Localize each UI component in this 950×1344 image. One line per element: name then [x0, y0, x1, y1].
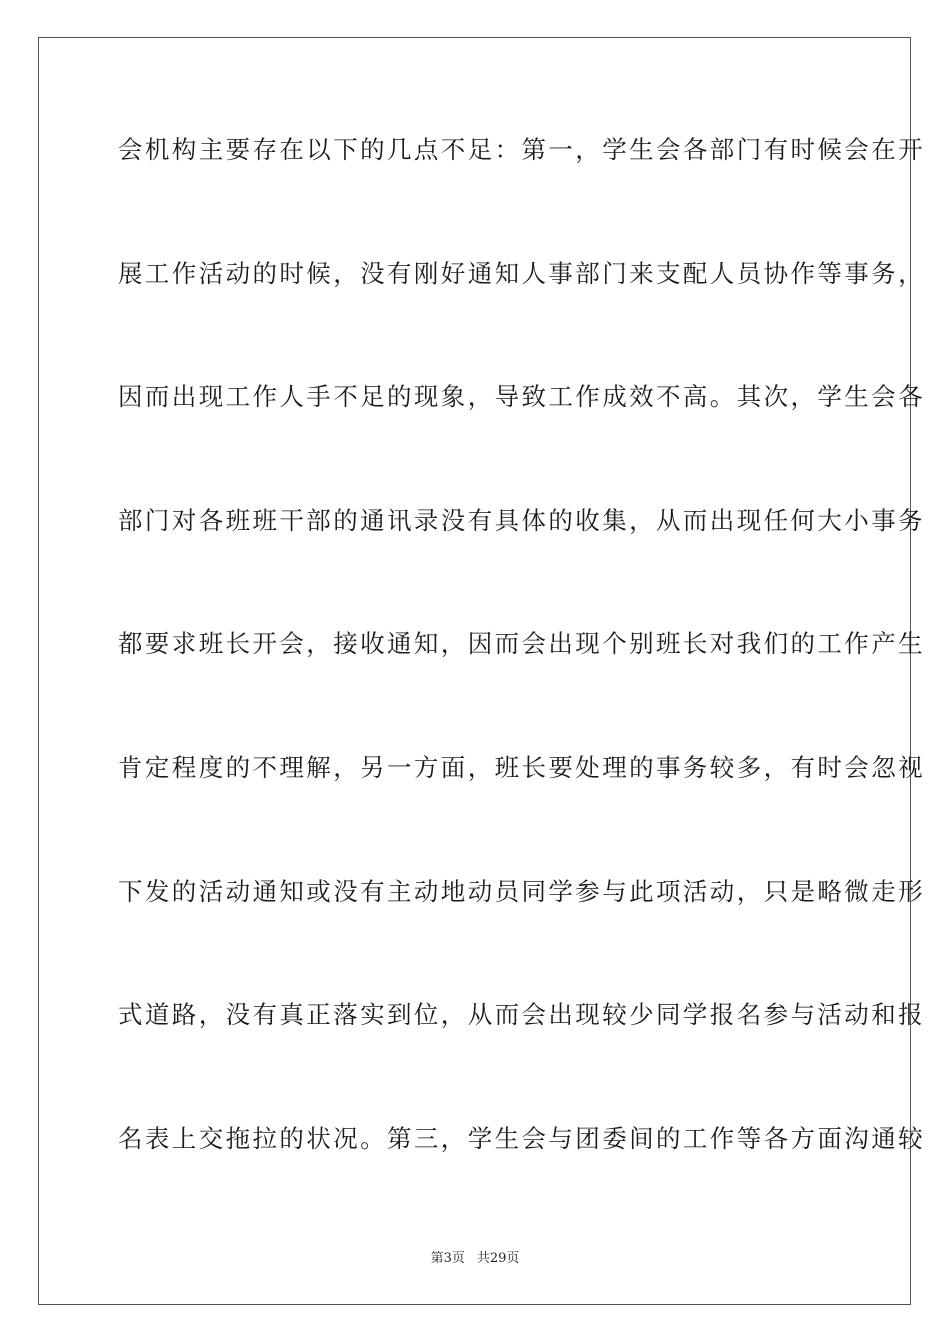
text-line: 名表上交拖拉的状况。第三，学生会与团委间的工作等各方面沟通较: [118, 1123, 925, 1153]
page-total: 共29页: [476, 1251, 520, 1266]
text-line: 肯定程度的不理解，另一方面，班长要处理的事务较多，有时会忽视: [118, 752, 925, 782]
text-line: 下发的活动通知或没有主动地动员同学参与此项活动，只是略微走形: [118, 876, 925, 906]
text-line: 式道路，没有真正落实到位，从而会出现较少同学报名参与活动和报: [118, 1000, 925, 1030]
text-line: 会机构主要存在以下的几点不足：第一，学生会各部门有时候会在开: [118, 135, 925, 164]
text-line: 因而出现工作人手不足的现象，导致工作成效不高。其次，学生会各: [118, 382, 925, 412]
page-number: 第3页: [430, 1251, 465, 1266]
text-line: 部门对各班班干部的通讯录没有具体的收集，从而出现任何大小事务: [118, 505, 925, 535]
document-body: [118, 130, 925, 1242]
text-line: 展工作活动的时候，没有刚好通知人事部门来支配人员协作等事务，: [118, 258, 925, 288]
text-line: 都要求班长开会，接收通知，因而会出现个别班长对我们的工作产生: [118, 629, 925, 659]
page-footer: [0, 1247, 950, 1266]
